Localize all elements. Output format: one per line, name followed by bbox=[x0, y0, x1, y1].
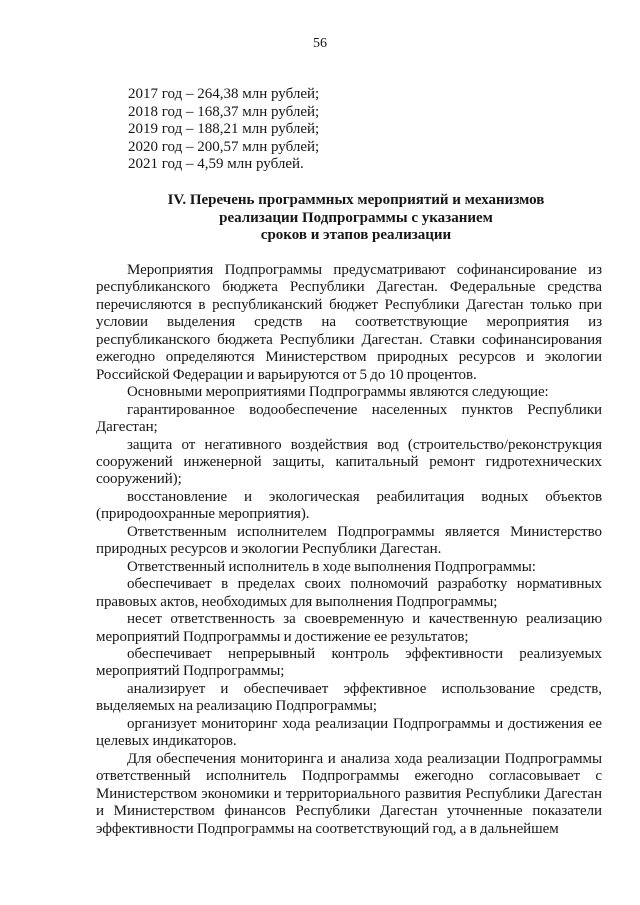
paragraph: гарантированное водообеспечение населенных пунктов Республики Дагестан; bbox=[96, 401, 602, 436]
paragraph: анализирует и обеспечивает эффективное использование средств, выделяемых на реализацию Подпрограммы; bbox=[96, 680, 602, 715]
paragraph: несет ответственность за своевременную и качественную реализацию мероприятий Подпрограммы и достижение ее результатов; bbox=[96, 611, 602, 645]
paragraph: Ответственный исполнитель в ходе выполнения Подпрограммы: bbox=[127, 558, 536, 575]
paragraph: организует мониторинг хода реализации Подпрограммы и достижения ее целевых индикаторов. bbox=[96, 715, 602, 750]
section-heading-line: реализации Подпрограммы с указанием bbox=[219, 209, 493, 226]
section-heading-line: сроков и этапов реализации bbox=[260, 227, 452, 243]
funding-line: 2021 год – 4,59 млн рублей. bbox=[128, 156, 304, 173]
paragraph: обеспечивает непрерывный контроль эффективности реализуемых мероприятий Подпрограммы; bbox=[96, 645, 602, 680]
funding-by-year-list bbox=[128, 86, 319, 174]
funding-line: 2017 год – 264,38 млн рублей; bbox=[128, 86, 320, 102]
page-number: 56 bbox=[313, 36, 327, 51]
paragraph: Для обеспечения мониторинга и анализа хода реализации Подпрограммы ответственный исполнитель Подпрограммы ежегодно согласовывает с Министерством экономики и территориального развития Республики Дагестан и Министерством финансов Республики Дагестан уточненные показатели эффективности Подпрограммы на соответствующий год, а в дальнейшем bbox=[96, 750, 602, 837]
funding-line: 2020 год – 200,57 млн рублей; bbox=[128, 138, 320, 155]
section-heading-line: IV. Перечень программных мероприятий и механизмов bbox=[167, 192, 545, 208]
body-text bbox=[96, 262, 602, 838]
paragraph: обеспечивает в пределах своих полномочий разработку нормативных правовых актов, необходимых для выполнения Подпрограммы; bbox=[96, 576, 602, 610]
paragraph: Основными мероприятиями Подпрограммы являются следующие: bbox=[127, 384, 549, 401]
funding-line: 2018 год – 168,37 млн рублей; bbox=[128, 103, 320, 120]
paragraph: восстановление и экологическая реабилитация водных объектов (природоохранные мероприятия). bbox=[96, 488, 602, 523]
paragraph: Ответственным исполнителем Подпрограммы является Министерство природных ресурсов и экологии Республики Дагестан. bbox=[96, 523, 602, 558]
section-heading bbox=[96, 192, 616, 245]
paragraph: защита от негативного воздействия вод (строительство/реконструкция сооружений инженерной защиты, капитальный ремонт гидротехнических сооружений); bbox=[96, 436, 602, 488]
funding-line: 2019 год – 188,21 млн рублей; bbox=[128, 121, 320, 138]
paragraph: Мероприятия Подпрограммы предусматривают софинансирование из республиканского бюджета Республики Дагестан. Федеральные средства перечисляются в республиканский бюджет Республики Дагестан только при условии выделения средств на соответствующие мероприятия из республиканского бюджета Республики Дагестан. Ставки софинансирования ежегодно определяются Министерством природных ресурсов и экологии Российской Федерации и варьируются от 5 до 10 процентов. bbox=[96, 262, 602, 383]
